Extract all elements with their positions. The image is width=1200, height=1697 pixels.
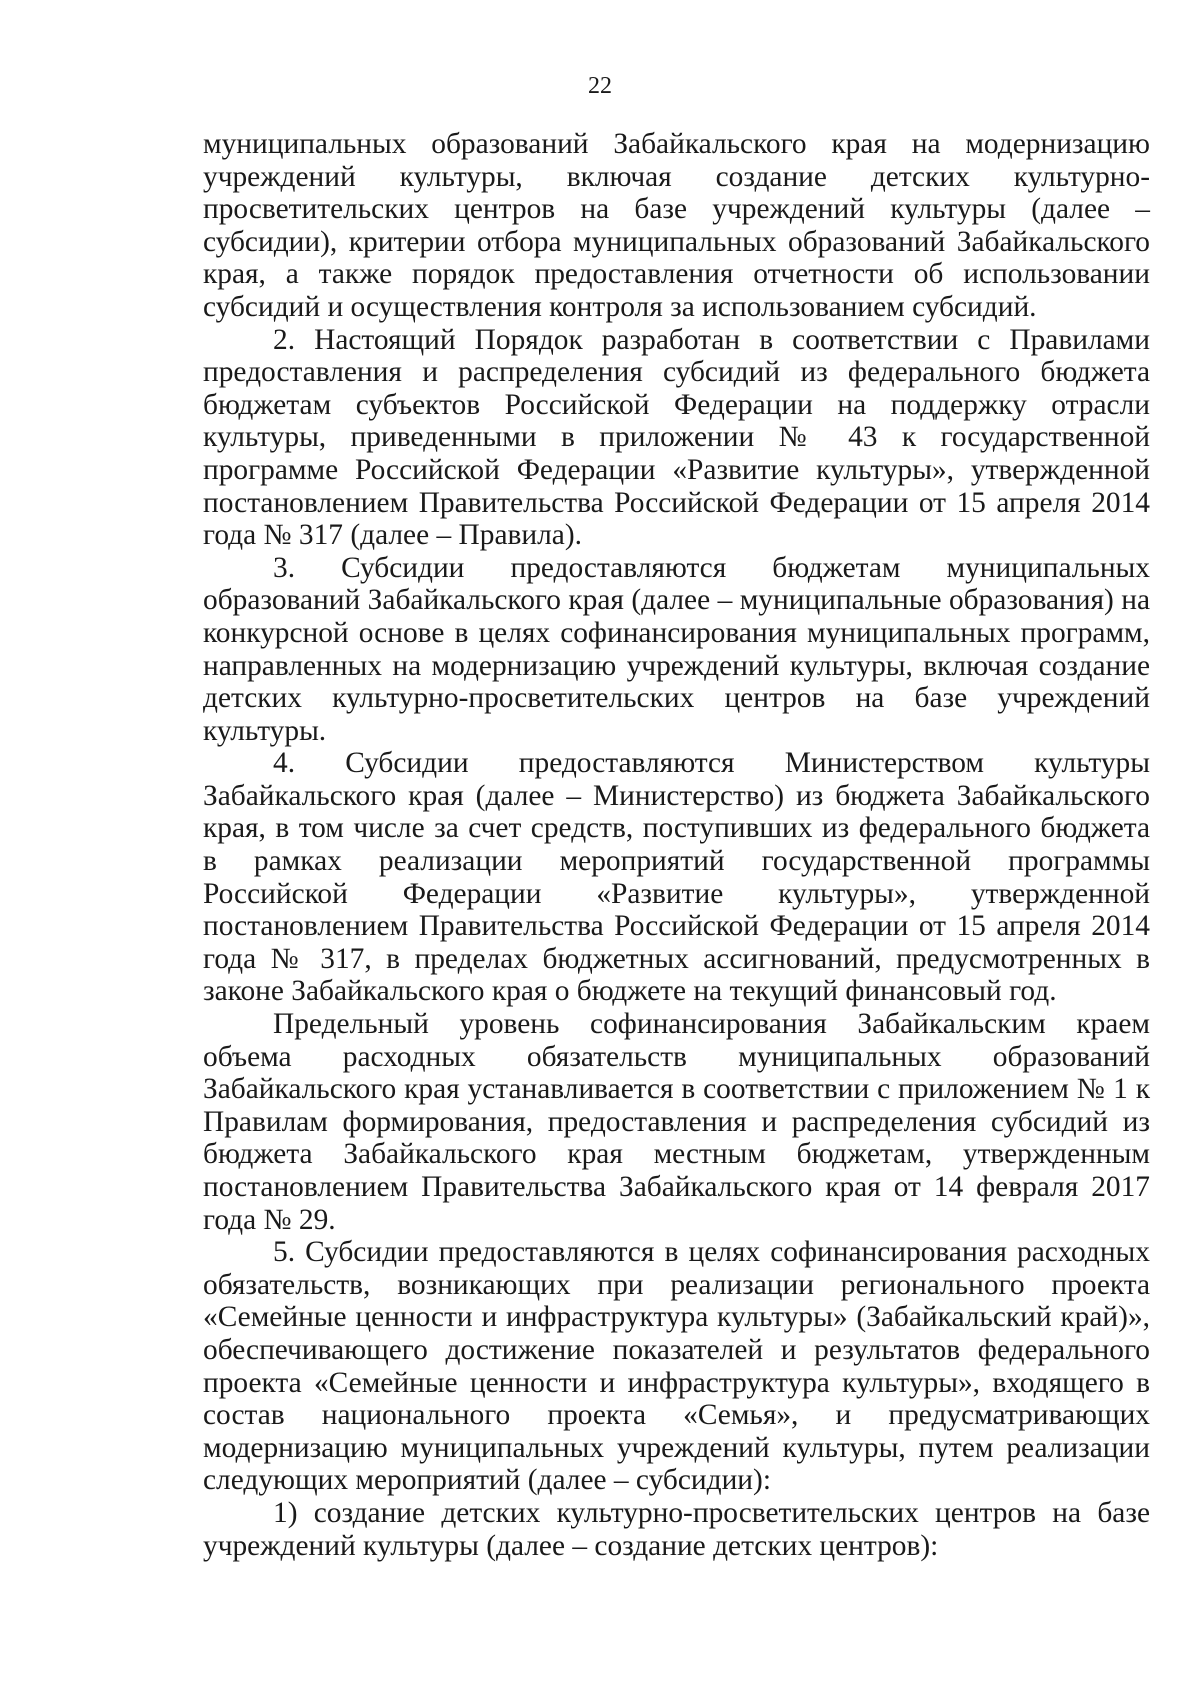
paragraph-continuation: муниципальных образований Забайкальского края на модернизацию учреждений культуры, включая создание детских культурно-просветительских центров на базе учреждений культуры (далее – субсидии), критерии отбора муниципальных образований Забайкальского края, а также порядок предоставления отчетности об использовании субсидий и осуществления контроля за использованием субсидий. bbox=[203, 128, 1150, 323]
document-body bbox=[203, 128, 1150, 1562]
paragraph-item-2: 2. Настоящий Порядок разработан в соответствии с Правилами предоставления и распределения субсидий из федерального бюджета бюджетам субъектов Российской Федерации на поддержку отрасли культуры, приведенными в приложении № 43 к государственной программе Российской Федерации «Развитие культуры», утвержденной постановлением Правительства Российской Федерации от 15 апреля 2014 года № 317 (далее – Правила). bbox=[203, 323, 1150, 552]
paragraph-subitem-1: 1) создание детских культурно-просветительских центров на базе учреждений культуры (далее – создание детских центров): bbox=[203, 1496, 1150, 1562]
paragraph-item-4: 4. Субсидии предоставляются Министерством культуры Забайкальского края (далее – Министерство) из бюджета Забайкальского края, в том числе за счет средств, поступивших из федерального бюджета в рамках реализации мероприятий государственной программы Российской Федерации «Развитие культуры», утвержденной постановлением Правительства Российской Федерации от 15 апреля 2014 года № 317, в пределах бюджетных ассигнований, предусмотренных в законе Забайкальского края о бюджете на текущий финансовый год. bbox=[203, 747, 1150, 1008]
paragraph-item-5: 5. Субсидии предоставляются в целях софинансирования расходных обязательств, возникающих при реализации регионального проекта «Семейные ценности и инфраструктура культуры» (Забайкальский край)», обеспечивающего достижение показателей и результатов федерального проекта «Семейные ценности и инфраструктура культуры», входящего в состав национального проекта «Семья», и предусматривающих модернизацию муниципальных учреждений культуры, путем реализации следующих мероприятий (далее – субсидии): bbox=[203, 1236, 1150, 1497]
page-number: 22 bbox=[588, 73, 612, 99]
paragraph-item-3: 3. Субсидии предоставляются бюджетам муниципальных образований Забайкальского края (далее – муниципальные образования) на конкурсной основе в целях софинансирования муниципальных программ, направленных на модернизацию учреждений культуры, включая создание детских культурно-просветительских центров на базе учреждений культуры. bbox=[203, 551, 1150, 747]
paragraph-cofinancing-level: Предельный уровень софинансирования Забайкальским краем объема расходных обязательств муниципальных образований Забайкальского края устанавливается в соответствии с приложением № 1 к Правилам формирования, предоставления и распределения субсидий из бюджета Забайкальского края местным бюджетам, утвержденным постановлением Правительства Забайкальского края от 14 февраля 2017 года № 29. bbox=[203, 1008, 1150, 1236]
